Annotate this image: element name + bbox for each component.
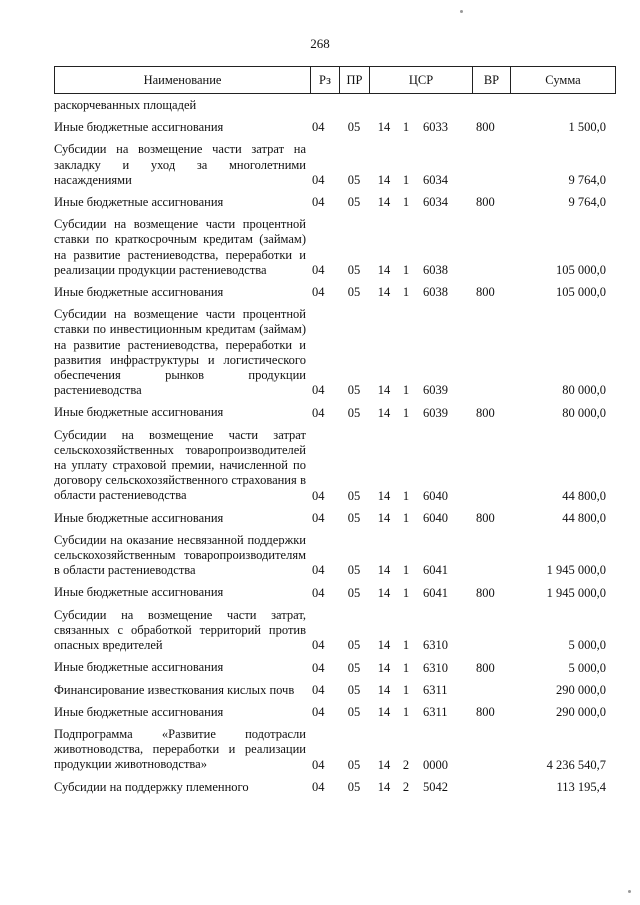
row-rz: 04: [312, 660, 325, 675]
row-sum: 9 764,0: [568, 173, 606, 188]
row-rz: 04: [312, 488, 325, 503]
row-pr: 05: [347, 488, 361, 503]
header-pr: ПР: [340, 67, 370, 93]
row-pr: 05: [347, 585, 361, 600]
row-csr-subprogram: 1: [402, 510, 410, 525]
row-csr-program: 14: [377, 660, 391, 675]
row-name: Иные бюджетные ассигнования: [54, 405, 224, 420]
table-header: [54, 66, 616, 94]
row-csr-code: 6038: [423, 263, 448, 278]
row-rz: 04: [312, 704, 325, 719]
row-sum: 80 000,0: [562, 383, 606, 398]
row-name: Иные бюджетные ассигнования: [54, 585, 224, 600]
header-name: Наименование: [55, 67, 311, 93]
row-csr-code: 6311: [423, 682, 448, 697]
row-rz: 04: [312, 757, 325, 772]
table-row: [54, 723, 616, 776]
table-row: [54, 191, 616, 213]
row-csr-code: 6034: [423, 173, 448, 188]
row-rz: 04: [312, 563, 325, 578]
row-csr-program: 14: [377, 195, 391, 210]
table-row: [54, 424, 616, 507]
row-pr: 05: [347, 563, 361, 578]
table-row: [54, 94, 616, 116]
row-csr-program: 14: [377, 383, 391, 398]
row-csr-code: 6310: [423, 638, 448, 653]
row-sum: 44 800,0: [562, 510, 606, 525]
row-name: Субсидии на оказание несвязанной поддержки сельскохозяйственным товаропроизводителям в области растениеводства: [54, 532, 306, 578]
row-csr-program: 14: [377, 510, 391, 525]
header-csr: ЦСР: [370, 67, 473, 93]
row-name: Иные бюджетные ассигнования: [54, 704, 224, 719]
row-csr-program: 14: [377, 488, 391, 503]
row-csr-program: 14: [377, 173, 391, 188]
row-rz: 04: [312, 405, 325, 420]
table-row: [54, 604, 616, 657]
row-name: Иные бюджетные ассигнования: [54, 660, 224, 675]
row-vr: 800: [476, 285, 495, 300]
row-sum: 1 945 000,0: [546, 585, 606, 600]
row-sum: 290 000,0: [556, 704, 606, 719]
row-csr-subprogram: 2: [402, 779, 410, 794]
row-pr: 05: [347, 660, 361, 675]
row-csr-program: 14: [377, 779, 391, 794]
row-csr-program: 14: [377, 682, 391, 697]
row-name: Иные бюджетные ассигнования: [54, 510, 224, 525]
row-csr-subprogram: 1: [402, 405, 410, 420]
row-pr: 05: [347, 510, 361, 525]
row-sum: 44 800,0: [562, 488, 606, 503]
row-vr: 800: [476, 510, 495, 525]
row-csr-subprogram: 1: [402, 585, 410, 600]
row-csr-program: 14: [377, 638, 391, 653]
row-sum: 9 764,0: [568, 195, 606, 210]
row-name: Иные бюджетные ассигнования: [54, 285, 224, 300]
row-csr-program: 14: [377, 405, 391, 420]
row-pr: 05: [347, 682, 361, 697]
table-row: [54, 776, 616, 798]
row-csr-program: 14: [377, 263, 391, 278]
row-csr-program: 14: [377, 285, 391, 300]
row-name: Финансирование известкования кислых почв: [54, 682, 295, 697]
row-name: Субсидии на возмещение части процентной ставки по краткосрочным кредитам (займам) на развитие растениеводства, переработки и реализации продукции растениеводства: [54, 217, 306, 277]
row-vr: 800: [476, 195, 495, 210]
row-vr: 800: [476, 704, 495, 719]
row-sum: 1 945 000,0: [546, 563, 606, 578]
row-pr: 05: [347, 263, 361, 278]
row-rz: 04: [312, 682, 325, 697]
row-sum: 105 000,0: [556, 285, 606, 300]
row-csr-subprogram: 1: [402, 383, 410, 398]
row-pr: 05: [347, 383, 361, 398]
row-name: Субсидии на возмещение части затрат сельскохозяйственных товаропроизводителей на уплату страховой премии, начисленной по договору сельскохозяйственного страхования в области растениеводства: [54, 427, 306, 503]
row-pr: 05: [347, 638, 361, 653]
header-vr: ВР: [473, 67, 511, 93]
table-row: [54, 401, 616, 423]
row-rz: 04: [312, 173, 325, 188]
row-pr: 05: [347, 173, 361, 188]
row-csr-code: 6310: [423, 660, 448, 675]
row-name: Субсидии на возмещение части затрат на закладку и уход за многолетними насаждениями: [54, 142, 306, 187]
table-row: [54, 581, 616, 603]
row-csr-code: 6041: [423, 563, 448, 578]
row-csr-subprogram: 1: [402, 285, 410, 300]
table-row: [54, 529, 616, 582]
row-pr: 05: [347, 405, 361, 420]
table-row: [54, 507, 616, 529]
row-rz: 04: [312, 510, 325, 525]
row-pr: 05: [347, 704, 361, 719]
scan-speck: [460, 10, 463, 13]
row-csr-subprogram: 1: [402, 660, 410, 675]
row-sum: 113 195,4: [556, 779, 606, 794]
row-pr: 05: [347, 779, 361, 794]
header-rz: Рз: [311, 67, 340, 93]
row-csr-subprogram: 1: [402, 682, 410, 697]
row-csr-code: 0000: [423, 757, 448, 772]
table-row: [54, 656, 616, 678]
row-pr: 05: [347, 285, 361, 300]
row-csr-code: 6039: [423, 405, 448, 420]
row-rz: 04: [312, 285, 325, 300]
row-csr-code: 6033: [423, 120, 448, 135]
row-csr-subprogram: 1: [402, 563, 410, 578]
row-vr: 800: [476, 585, 495, 600]
row-csr-program: 14: [377, 757, 391, 772]
row-csr-subprogram: 1: [402, 195, 410, 210]
row-vr: 800: [476, 405, 495, 420]
row-rz: 04: [312, 195, 325, 210]
row-name: Иные бюджетные ассигнования: [54, 120, 224, 135]
row-csr-program: 14: [377, 563, 391, 578]
row-csr-subprogram: 1: [402, 638, 410, 653]
row-name: Субсидии на поддержку племенного: [54, 779, 249, 794]
row-sum: 1 500,0: [568, 120, 606, 135]
row-pr: 05: [347, 120, 361, 135]
row-csr-subprogram: 1: [402, 263, 410, 278]
row-vr: 800: [476, 660, 495, 675]
row-sum: 290 000,0: [556, 682, 606, 697]
row-rz: 04: [312, 263, 325, 278]
row-name: Субсидии на возмещение части процентной ставки по инвестиционным кредитам (займам) на развитие растениеводства, переработки и развития инфраструктуры и логистического обеспечения рынков продукции растениеводства: [54, 307, 306, 398]
table-row: [54, 138, 616, 191]
row-csr-code: 6041: [423, 585, 448, 600]
row-csr-subprogram: 1: [402, 120, 410, 135]
row-pr: 05: [347, 757, 361, 772]
row-pr: 05: [347, 195, 361, 210]
row-csr-code: 5042: [423, 779, 448, 794]
row-csr-program: 14: [377, 704, 391, 719]
row-csr-subprogram: 1: [402, 173, 410, 188]
row-rz: 04: [312, 383, 325, 398]
row-csr-code: 6034: [423, 195, 448, 210]
row-name: Субсидии на возмещение части затрат, связанных с обработкой территорий против опасных вредителей: [54, 607, 306, 653]
row-sum: 4 236 540,7: [546, 757, 606, 772]
row-vr: 800: [476, 120, 495, 135]
table-row: [54, 701, 616, 723]
row-name: Иные бюджетные ассигнования: [54, 195, 224, 210]
row-csr-subprogram: 1: [402, 488, 410, 503]
header-sum: Сумма: [545, 72, 581, 87]
row-csr-code: 6038: [423, 285, 448, 300]
row-sum: 5 000,0: [568, 660, 606, 675]
table-row: [54, 281, 616, 303]
row-rz: 04: [312, 638, 325, 653]
row-csr-code: 6040: [423, 488, 448, 503]
row-csr-subprogram: 2: [402, 757, 410, 772]
row-csr-program: 14: [377, 585, 391, 600]
row-csr-code: 6039: [423, 383, 448, 398]
row-name: Подпрограмма «Развитие подотрасли животноводства, переработки и реализации продукции животноводства»: [54, 726, 306, 772]
row-sum: 5 000,0: [568, 638, 606, 653]
table-row: [54, 213, 616, 281]
row-name: раскорчеванных площадей: [54, 98, 197, 112]
table-row: [54, 116, 616, 138]
table-row: [54, 679, 616, 701]
table-body: [54, 94, 616, 798]
scan-speck: [628, 890, 631, 893]
table-row: [54, 303, 616, 401]
row-rz: 04: [312, 585, 325, 600]
row-csr-subprogram: 1: [402, 704, 410, 719]
row-sum: 80 000,0: [562, 405, 606, 420]
row-csr-code: 6311: [423, 704, 448, 719]
row-sum: 105 000,0: [556, 263, 606, 278]
row-csr-program: 14: [377, 120, 391, 135]
row-rz: 04: [312, 779, 325, 794]
row-rz: 04: [312, 120, 325, 135]
page-number: 268: [310, 36, 330, 51]
row-csr-code: 6040: [423, 510, 448, 525]
